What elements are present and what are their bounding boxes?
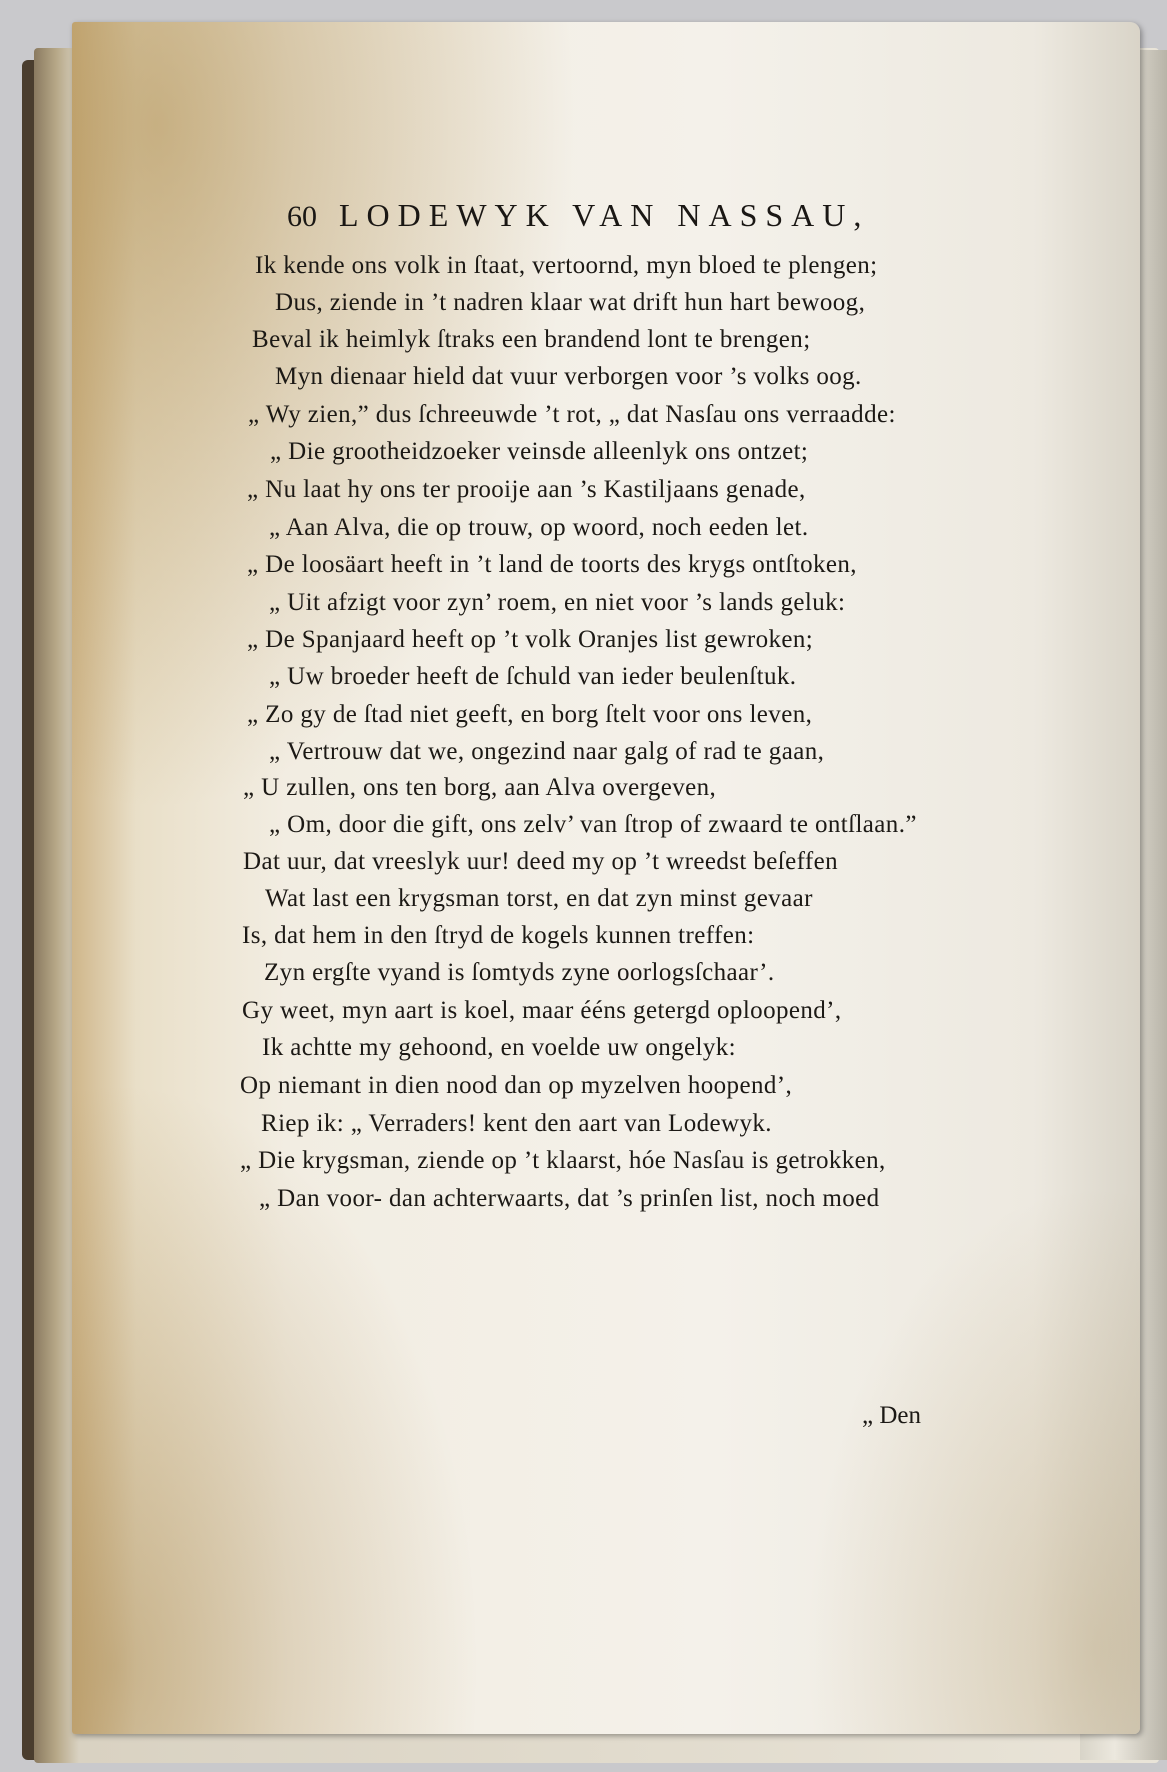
verse-line: „ Vertrouw dat we, ongezind naar galg of rad te gaan,: [269, 738, 825, 765]
verse-line: „ Aan Alva, die op trouw, op woord, noch eeden let.: [269, 514, 809, 541]
page-header: [287, 197, 1007, 234]
verse-line: Ik achtte my gehoond, en voelde uw ongelyk:: [262, 1034, 737, 1061]
verse-line: „ Zo gy de ſtad niet geeft, en borg ſtelt voor ons leven,: [247, 701, 813, 728]
verse-line: „ U zullen, ons ten borg, aan Alva overgeven,: [243, 774, 717, 801]
verse-line: Beval ik heimlyk ſtraks een brandend lont te brengen;: [252, 326, 811, 353]
catchword: „ Den: [862, 1402, 921, 1429]
verse-line: Zyn ergſte vyand is ſomtyds zyne oorlogsſchaar’.: [264, 959, 775, 986]
verse-line: „ Die grootheidzoeker veinsde alleenlyk ons ontzet;: [270, 438, 809, 465]
verse-line: „ Om, door die gift, ons zelv’ van ſtrop of zwaard te ontſlaan.”: [269, 811, 917, 838]
verse-line: „ Uw broeder heeft de ſchuld van ieder beulenſtuk.: [269, 663, 797, 690]
book-page: [72, 22, 1140, 1734]
verse-line: „ Nu laat hy ons ter prooije aan ’s Kastiljaans genade,: [247, 476, 806, 503]
verse-line: Ik kende ons volk in ſtaat, vertoornd, myn bloed te plengen;: [255, 252, 878, 279]
verse-line: Op niemant in dien nood dan op myzelven hoopend’,: [240, 1072, 793, 1099]
verse-line: Wat last een krygsman torst, en dat zyn minst gevaar: [265, 885, 813, 912]
verse-line: „ Die krygsman, ziende op ’t klaarst, hóe Nasſau is getrokken,: [240, 1147, 886, 1174]
verse-line: „ Dan voor- dan achterwaarts, dat ’s prinſen list, noch moed: [259, 1185, 880, 1212]
verse-line: Riep ik: „ Verraders! kent den aart van Lodewyk.: [261, 1110, 772, 1137]
verse-line: „ De loosäart heeft in ’t land de toorts des krygs ontſtoken,: [247, 551, 857, 578]
running-title: LODEWYK VAN NASSAU,: [339, 197, 870, 233]
verse-line: „ Wy zien,” dus ſchreeuwde ’t rot, „ dat Nasſau ons verraadde:: [248, 401, 896, 428]
verse-line: Gy weet, myn aart is koel, maar ééns getergd oploopend’,: [242, 997, 842, 1024]
verse-line: Dus, ziende in ’t nadren klaar wat drift hun hart bewoog,: [275, 289, 866, 316]
verse-line: Dat uur, dat vreeslyk uur! deed my op ’t wreedst beſeffen: [243, 848, 838, 875]
verse-line: „ De Spanjaard heeft op ’t volk Oranjes list gewroken;: [247, 626, 814, 653]
verse-line: Myn dienaar hield dat vuur verborgen voor ’s volks oog.: [275, 363, 862, 390]
page-number: 60: [287, 200, 317, 233]
verse-line: Is, dat hem in den ſtryd de kogels kunnen treffen:: [242, 922, 755, 949]
verse-line: „ Uit afzigt voor zyn’ roem, en niet voor ’s lands geluk:: [269, 589, 846, 616]
